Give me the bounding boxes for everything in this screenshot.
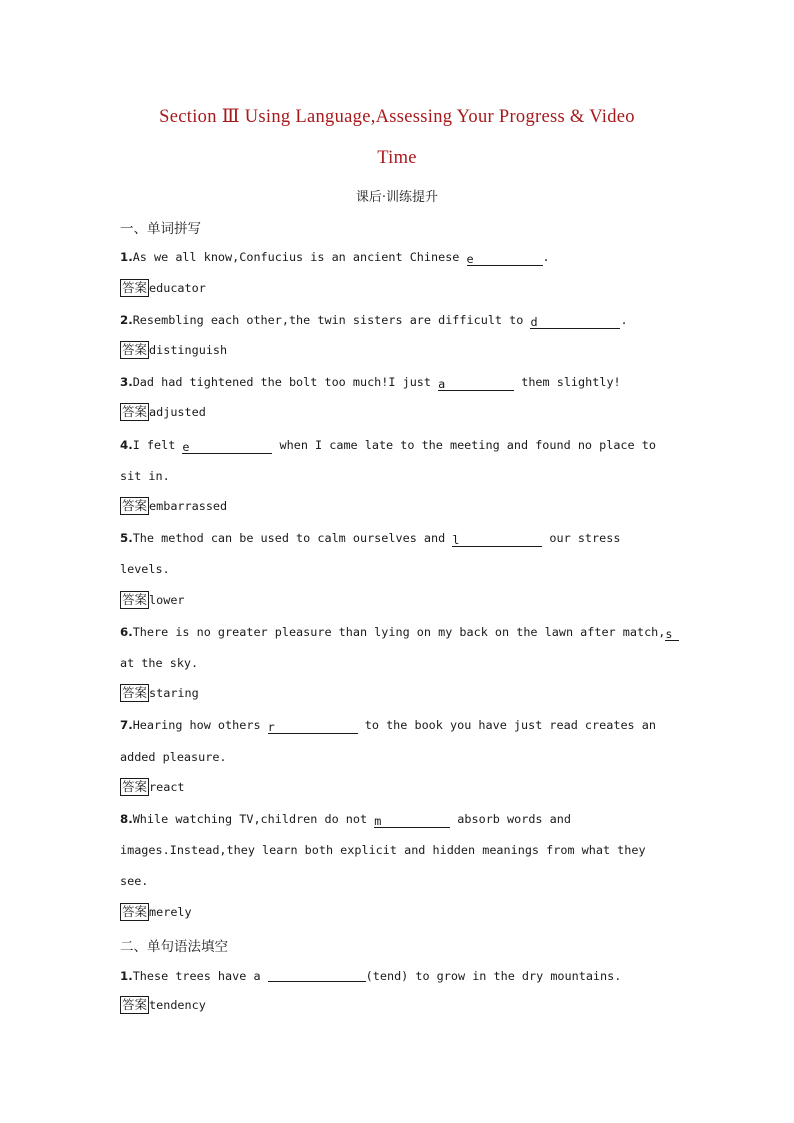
answer-row-5 <box>120 591 185 609</box>
grammar-answer-row-1 <box>120 996 206 1014</box>
answer-tag: 答案 <box>122 779 148 794</box>
question-text-after: to the book you have just read creates an <box>357 718 656 732</box>
answer-blank <box>374 814 450 828</box>
question-number: 8. <box>120 812 133 826</box>
question-text: As we all know,Confucius is an ancient Chinese <box>132 250 467 264</box>
page-subtitle: 课后·训练提升 <box>355 190 439 205</box>
answer-row-8 <box>120 903 192 921</box>
hint-letter: l <box>452 533 460 547</box>
answer-text: tendency <box>149 998 206 1012</box>
answer-tag: 答案 <box>122 592 148 607</box>
question-text: The method can be used to calm ourselves and <box>132 531 453 545</box>
hint-letter: r <box>267 720 275 734</box>
hint-letter: s <box>665 627 673 641</box>
hint-letter: m <box>374 814 382 828</box>
section-heading-word-spelling: 一、单词拼写 <box>120 221 201 237</box>
answer-blank <box>467 252 543 266</box>
question-8-continued: images.Instead,they learn both explicit and hidden meanings from what they <box>120 843 646 857</box>
answer-blank <box>665 627 679 641</box>
hint-letter: e <box>466 252 474 266</box>
question-number: 3. <box>120 375 133 389</box>
answer-tag: 答案 <box>122 685 148 700</box>
question-text-after: . <box>542 250 550 264</box>
answer-tag: 答案 <box>122 904 148 919</box>
question-text-after: our stress <box>542 531 621 545</box>
question-4 <box>120 438 656 454</box>
answer-tag: 答案 <box>122 342 148 357</box>
answer-blank <box>452 533 542 547</box>
answer-tag: 答案 <box>122 404 148 419</box>
answer-tag: 答案 <box>122 498 148 513</box>
answer-row-3 <box>120 403 206 421</box>
answer-blank <box>530 315 620 329</box>
answer-text: merely <box>149 905 192 919</box>
question-number: 7. <box>120 718 133 732</box>
answer-text: staring <box>149 686 199 700</box>
question-text-after: them slightly! <box>514 375 621 389</box>
answer-blank <box>438 377 514 391</box>
question-5 <box>120 531 620 547</box>
answer-blank <box>182 440 272 454</box>
question-number: 1. <box>120 969 133 983</box>
question-text: Hearing how others <box>132 718 268 732</box>
answer-text: distinguish <box>149 343 228 357</box>
answer-text: adjusted <box>149 405 206 419</box>
answer-text: embarrassed <box>149 499 228 513</box>
question-text: There is no greater pleasure than lying on my back on the lawn after match, <box>132 625 666 639</box>
answer-blank <box>268 968 366 982</box>
question-text: While watching TV,children do not <box>132 812 375 826</box>
answer-row-4 <box>120 497 227 515</box>
question-5-continued: levels. <box>120 562 170 576</box>
question-text-after: . <box>620 313 628 327</box>
question-text-after: (tend) to grow in the dry mountains. <box>365 969 622 983</box>
answer-blank <box>268 720 358 734</box>
question-text-after: when I came late to the meeting and found no place to <box>272 438 656 452</box>
answer-text: educator <box>149 281 206 295</box>
answer-row-2 <box>120 341 227 359</box>
question-2 <box>120 313 628 329</box>
question-number: 5. <box>120 531 133 545</box>
page-title-line-2: Time <box>377 148 417 168</box>
question-8-continued-2: see. <box>120 874 149 888</box>
question-7-continued: added pleasure. <box>120 750 227 764</box>
answer-text: lower <box>149 593 185 607</box>
page-title-line-1: Section Ⅲ Using Language,Assessing Your Progress & Video <box>159 107 635 127</box>
answer-tag: 答案 <box>122 280 148 295</box>
answer-text: react <box>149 780 185 794</box>
question-number: 4. <box>120 438 133 452</box>
question-text: These trees have a <box>132 969 268 983</box>
grammar-question-1 <box>120 968 621 983</box>
question-text: I felt <box>132 438 183 452</box>
question-8 <box>120 812 571 828</box>
hint-letter: a <box>438 377 446 391</box>
question-1 <box>120 250 550 266</box>
answer-row-7 <box>120 778 185 796</box>
section-heading-grammar-fill: 二、单句语法填空 <box>120 939 228 955</box>
answer-tag: 答案 <box>122 997 148 1012</box>
question-number: 1. <box>120 250 133 264</box>
question-text: Dad had tightened the bolt too much!I just <box>132 375 439 389</box>
question-3 <box>120 375 621 391</box>
question-6-continued: at the sky. <box>120 656 199 670</box>
hint-letter: d <box>530 315 538 329</box>
answer-row-6 <box>120 684 199 702</box>
question-6 <box>120 625 679 641</box>
question-text: Resembling each other,the twin sisters are difficult to <box>132 313 531 327</box>
question-number: 6. <box>120 625 133 639</box>
question-text-after: absorb words and <box>450 812 571 826</box>
question-7 <box>120 718 656 734</box>
question-4-continued: sit in. <box>120 469 170 483</box>
question-number: 2. <box>120 313 133 327</box>
hint-letter: e <box>182 440 190 454</box>
answer-row-1 <box>120 279 206 297</box>
